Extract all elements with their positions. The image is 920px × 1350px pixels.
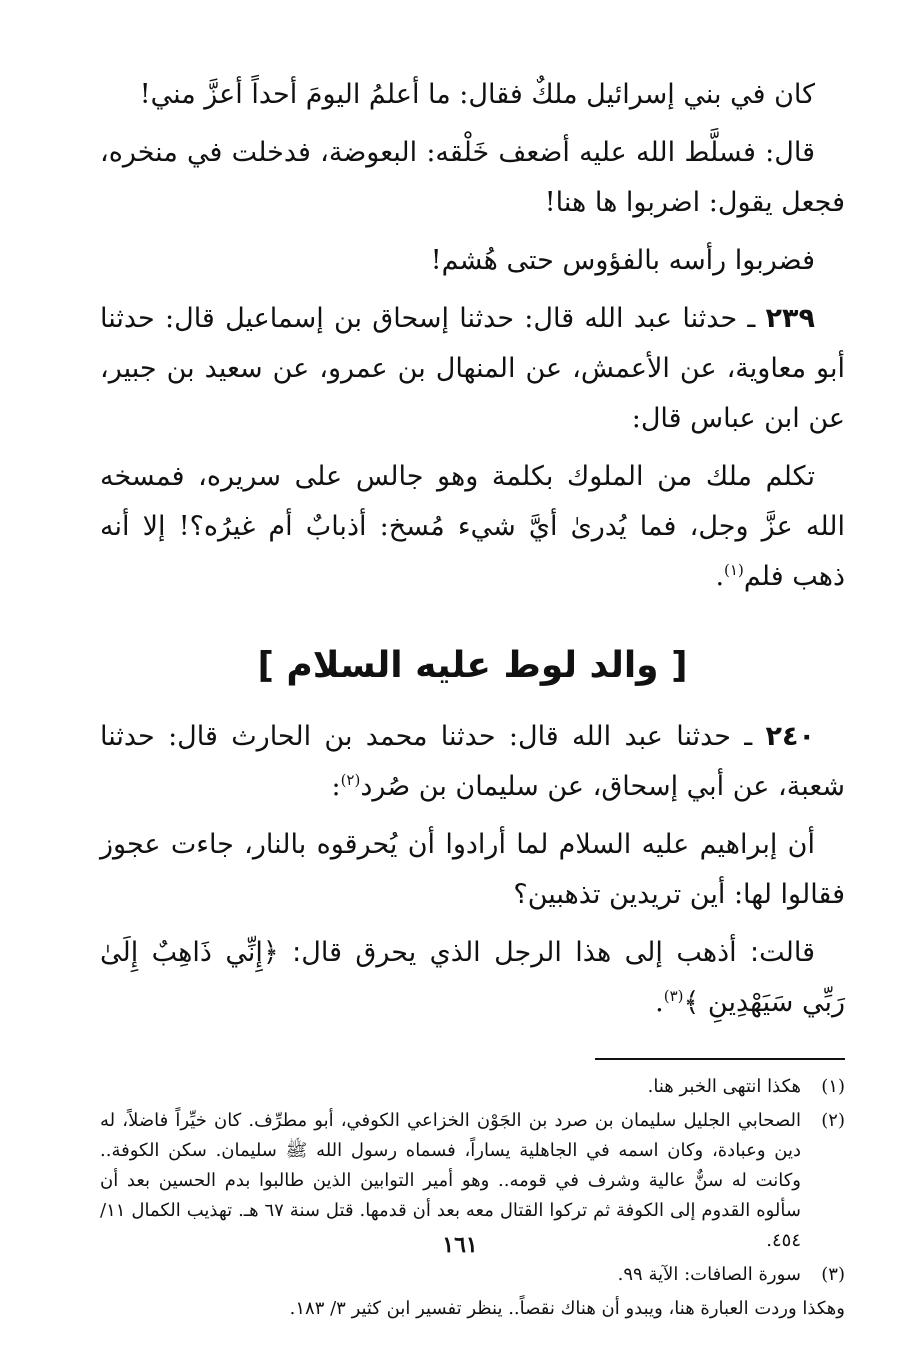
footnote-ref-1[interactable]: (١) xyxy=(724,561,744,579)
hadith-239-isnad-text: ـ حدثنا عبد الله قال: حدثنا إسحاق بن إسماعيل قال: حدثنا أبو معاوية، عن الأعمش، عن المنهال بن عمرو، عن سعيد بن جبير، عن ابن عباس قال: xyxy=(100,303,846,434)
hadith-240-paragraph-2-end: . xyxy=(655,987,664,1018)
hadith-239-isnad xyxy=(100,294,845,444)
hadith-240-quote-text: قالت: أذهب إلى هذا الرجل الذي يحرق قال: ﴿إِنِّي ذَاهِبٌ إِلَىٰ رَبِّي سَيَهْدِينِ ﴾ xyxy=(100,937,845,1018)
hadith-239-matn xyxy=(100,452,845,602)
hadith-240-number: ٢٤٠ xyxy=(765,721,815,752)
hadith-240-paragraph-1: أن إبراهيم عليه السلام لما أرادوا أن يُحرقوه بالنار، جاءت عجوز فقالوا لها: أين تريدين تذهبين؟ xyxy=(100,829,845,910)
page-content xyxy=(100,70,845,1324)
footnote-number: (١) xyxy=(821,1076,845,1097)
footnote-ref-2[interactable]: (٢) xyxy=(340,771,361,789)
paragraph-1: كان في بني إسرائيل ملكٌ فقال: ما أعلمُ اليومَ أحداً أعزَّ مني! xyxy=(139,79,815,110)
footnote-text: هكذا انتهى الخبر هنا. xyxy=(647,1076,801,1097)
page-number: ١٦١ xyxy=(442,1232,478,1258)
hadith-240-isnad xyxy=(100,712,845,812)
footnote-3-continuation: وهكذا وردت العبارة هنا، ويبدو أن هناك نقصاً.. ينظر تفسير ابن كثير ٣/ ١٨٣. xyxy=(289,1298,845,1319)
hadith-240-isnad-text: ـ حدثنا عبد الله قال: حدثنا محمد بن الحارث قال: حدثنا شعبة، عن أبي إسحاق، عن سليمان بن صُرد xyxy=(100,721,845,802)
footnote-3 xyxy=(100,1260,845,1290)
hadith-240-paragraph-2 xyxy=(100,928,845,1028)
footnote-1 xyxy=(100,1072,845,1102)
paragraph-2: قال: فسلَّط الله عليه أضعف خَلْقه: البعوضة، فدخلت في منخره، فجعل يقول: اضربوا ها هنا! xyxy=(100,137,845,218)
hadith-239-number: ٢٣٩ xyxy=(765,303,815,334)
footnote-ref-3[interactable]: (٣) xyxy=(663,987,684,1005)
hadith-240-isnad-end: : xyxy=(331,771,341,802)
paragraph-3: فضربوا رأسه بالفؤوس حتى هُشم! xyxy=(430,245,815,276)
footnote-number: (٢) xyxy=(821,1110,845,1131)
footnote-number: (٣) xyxy=(821,1264,845,1285)
hadith-239-matn-end: . xyxy=(715,561,725,592)
footnote-text: سورة الصافات: الآية ٩٩. xyxy=(617,1264,801,1285)
hadith-239-matn-text: تكلم ملك من الملوك بكلمة وهو جالس على سريره، فمسخه الله عزَّ وجل، فما يُدرىٰ أيَّ شيء مُسخ: أذبابٌ أم غيرُه؟! إلا أنه ذهب فلم xyxy=(100,461,845,592)
footnotes xyxy=(100,1072,845,1324)
footnote-separator xyxy=(595,1058,845,1060)
footnote-text: الصحابي الجليل سليمان بن صرد بن الجَوْن الخزاعي الكوفي، أبو مطرِّف. كان خيِّراً فاضلاً، له دين وعبادة، وكان اسمه في الجاهلية يساراً، فسماه رسول الله ﷺ سليمان. سكن الكوفة.. وكانت له سنٌّ عالية وشرف في قومه.. وهو أمير التوابين الذين طالبوا بدم الحسين بعد أن سألوه القدوم إلى الكوفة ثم تركوا القتال معه بعد أن قدمها. قتل سنة ٦٧ هـ. تهذيب الكمال ١١/ ٤٥٤. xyxy=(100,1110,801,1251)
section-heading: [ والد لوط عليه السلام ] xyxy=(257,645,688,686)
